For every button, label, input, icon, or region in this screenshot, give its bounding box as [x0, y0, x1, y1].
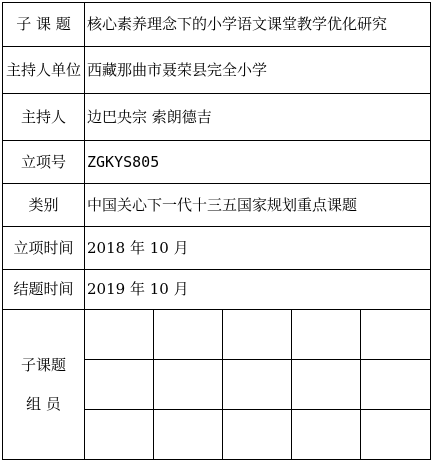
row-end-date	[3, 270, 431, 310]
member-cell	[85, 310, 154, 360]
members-label-line1: 子课题	[20, 355, 66, 374]
label-subtopic: 子 课 题	[3, 3, 85, 47]
label-host-unit: 主持人单位	[3, 47, 85, 94]
member-cell	[223, 310, 292, 360]
row-subtopic	[3, 3, 431, 47]
row-project-number	[3, 141, 431, 184]
member-cell	[154, 410, 223, 460]
row-category	[3, 184, 431, 227]
member-cell	[154, 310, 223, 360]
member-cell	[154, 360, 223, 410]
value-host-unit: 西藏那曲市聂荣县完全小学	[85, 47, 431, 94]
member-cell	[361, 310, 431, 360]
member-cell	[85, 360, 154, 410]
value-project-number: ZGKYS805	[85, 141, 431, 184]
value-host: 边巴央宗 索朗德吉	[85, 94, 431, 141]
members-label-line2: 组 员	[26, 394, 61, 413]
members-row	[3, 310, 431, 360]
member-cell	[361, 360, 431, 410]
member-cell	[223, 410, 292, 460]
project-info-table	[2, 2, 431, 460]
value-subtopic: 核心素养理念下的小学语文课堂教学优化研究	[85, 3, 431, 47]
member-cell	[292, 360, 361, 410]
label-start-date: 立项时间	[3, 227, 85, 270]
label-host: 主持人	[3, 94, 85, 141]
value-start-date: 2018 年 10 月	[85, 227, 431, 270]
member-cell	[292, 310, 361, 360]
member-cell	[85, 410, 154, 460]
member-cell	[361, 410, 431, 460]
label-category: 类别	[3, 184, 85, 227]
row-host-unit	[3, 47, 431, 94]
member-cell	[292, 410, 361, 460]
row-start-date	[3, 227, 431, 270]
label-project-number: 立项号	[3, 141, 85, 184]
value-end-date: 2019 年 10 月	[85, 270, 431, 310]
value-category: 中国关心下一代十三五国家规划重点课题	[85, 184, 431, 227]
member-cell	[223, 360, 292, 410]
label-end-date: 结题时间	[3, 270, 85, 310]
members-label	[3, 310, 85, 460]
row-host	[3, 94, 431, 141]
